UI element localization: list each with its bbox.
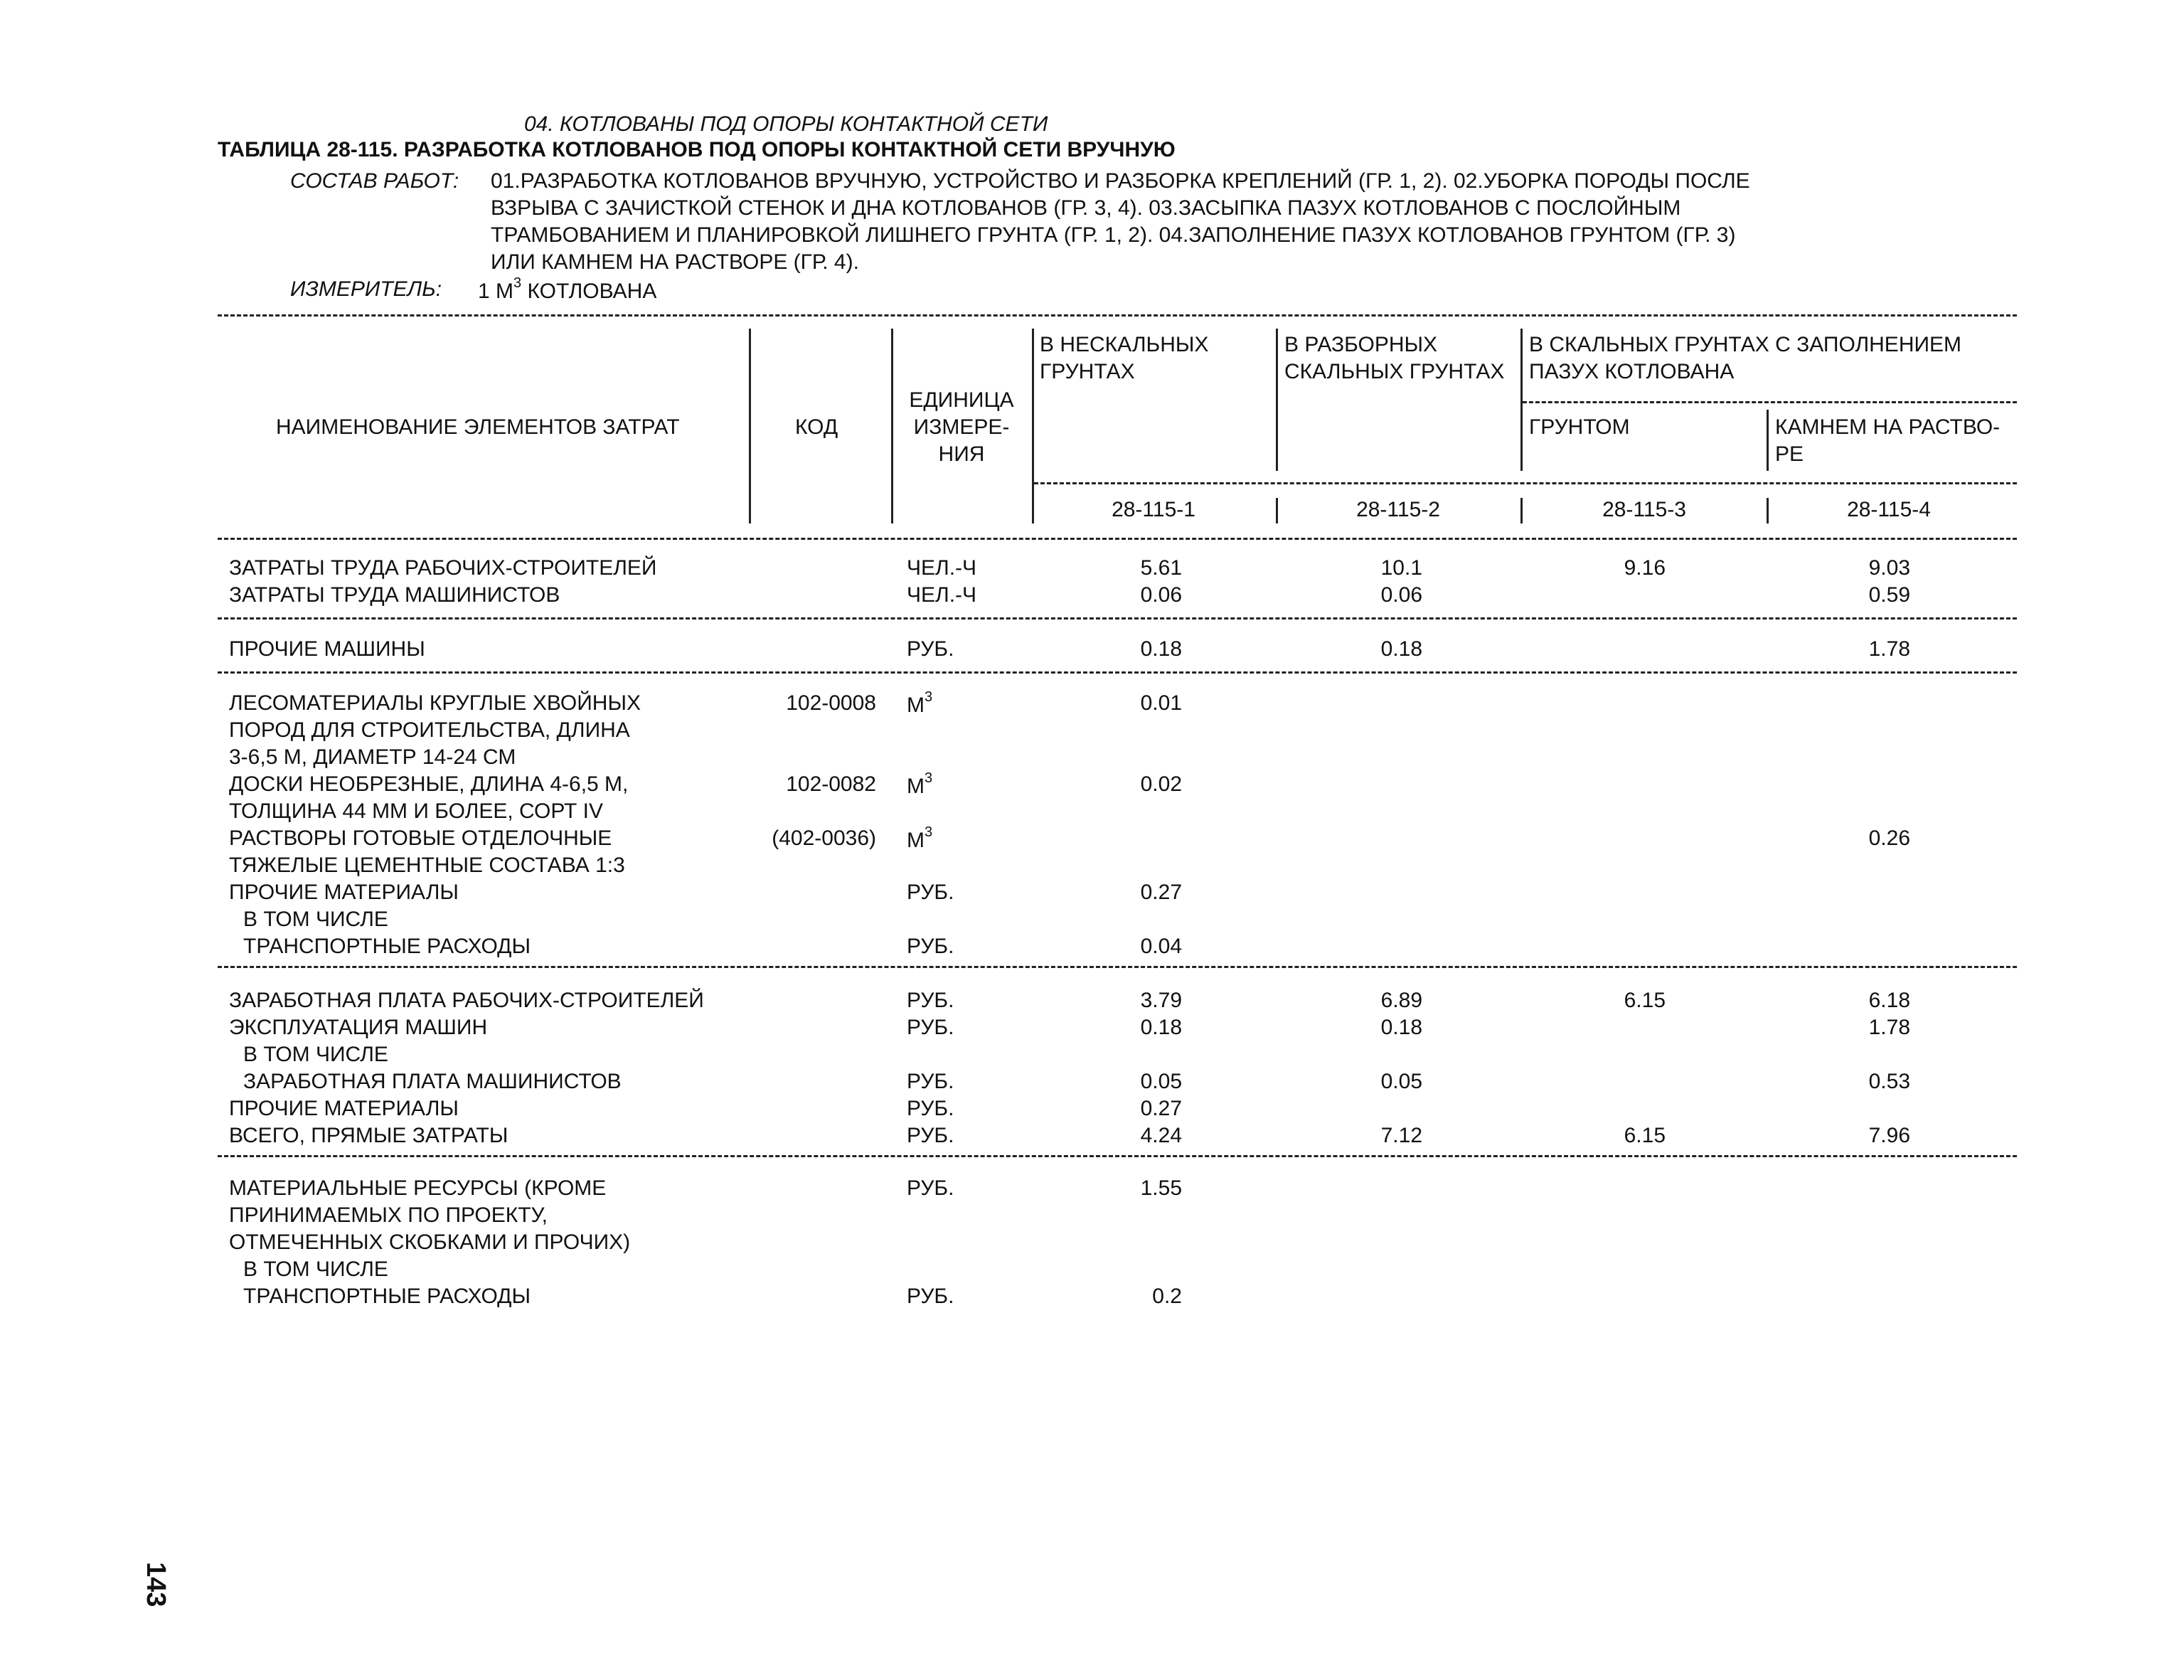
- code-divider-1: [1276, 498, 1278, 523]
- row-value-v1: 4.24: [1140, 1124, 1182, 1147]
- row-value-v1: 0.27: [1140, 1097, 1182, 1120]
- row-value-v4: 0.59: [1868, 583, 1910, 607]
- row-value-v1: 0.04: [1140, 935, 1182, 958]
- row-unit: [907, 1286, 954, 1307]
- code-28-115-4: 28-115-4: [1847, 498, 1931, 521]
- work-line-1: 01.РАЗРАБОТКА КОТЛОВАНОВ ВРУЧНУЮ, УСТРОЙСТВО И РАЗБОРКА КРЕПЛЕНИЙ (ГР. 1, 2). 02.УБОРКА ПОРОДЫ ПОСЛЕ: [491, 169, 1750, 193]
- row-name: ТРАНСПОРТНЫЕ РАСХОДЫ: [243, 1285, 531, 1308]
- row-value-v1: 3.79: [1140, 989, 1182, 1012]
- row-unit-text: РУБ.: [907, 1285, 954, 1308]
- row-unit-text: РУБ.: [907, 1124, 954, 1147]
- row-name: ЛЕСОМАТЕРИАЛЫ КРУГЛЫЕ ХВОЙНЫХ: [229, 691, 641, 715]
- row-name: МАТЕРИАЛЬНЫЕ РЕСУРСЫ (КРОМЕ: [229, 1176, 607, 1200]
- code-28-115-2: 28-115-2: [1356, 498, 1440, 521]
- row-name: ДОСКИ НЕОБРЕЗНЫЕ, ДЛИНА 4-6,5 М,: [229, 772, 629, 796]
- measure-label: ИЗМЕРИТЕЛЬ:: [290, 277, 442, 301]
- row-unit-text: М: [907, 775, 925, 798]
- row-name: ПРОЧИЕ МАТЕРИАЛЫ: [229, 1097, 459, 1120]
- row-name: ТОЛЩИНА 44 ММ И БОЛЕЕ, СОРТ IV: [229, 799, 604, 823]
- rule-code-row: [1034, 482, 2017, 484]
- row-name: ТРАНСПОРТНЫЕ РАСХОДЫ: [243, 935, 531, 958]
- code-28-115-3: 28-115-3: [1602, 498, 1686, 521]
- col-divider-g3: [1767, 410, 1769, 471]
- row-name: ЗАТРАТЫ ТРУДА РАБОЧИХ-СТРОИТЕЛЕЙ: [229, 556, 657, 580]
- row-name: ЗАРАБОТНАЯ ПЛАТА МАШИНИСТОВ: [243, 1070, 622, 1093]
- row-unit-text: М: [907, 829, 925, 852]
- row-value-v4: 1.78: [1868, 1016, 1910, 1039]
- row-code: 102-0082: [786, 772, 876, 796]
- row-unit-text: РУБ.: [907, 1070, 954, 1093]
- page-number: 143: [141, 1562, 171, 1607]
- section-title: 04. КОТЛОВАНЫ ПОД ОПОРЫ КОНТАКТНОЙ СЕТИ: [524, 112, 1048, 136]
- col-header-unit-1: ЕДИНИЦА: [909, 388, 1014, 412]
- code-divider-2: [1520, 498, 1523, 523]
- rule-section-2: [218, 671, 2017, 674]
- col-header-g1-1: В НЕСКАЛЬНЫХ: [1040, 333, 1209, 356]
- row-unit-text: РУБ.: [907, 1176, 954, 1200]
- row-value-v1: 0.05: [1140, 1070, 1182, 1093]
- row-value-v3: 6.15: [1624, 1124, 1666, 1147]
- row-value-v4: 6.18: [1868, 989, 1910, 1012]
- row-unit-text: М: [907, 693, 925, 717]
- row-unit: [907, 1098, 954, 1120]
- rule-section-4: [218, 1155, 2017, 1157]
- row-code: (402-0036): [772, 826, 876, 850]
- col-header-unit-3: НИЯ: [938, 442, 985, 466]
- row-value-v3: 6.15: [1624, 989, 1666, 1012]
- work-line-3: ТРАМБОВАНИЕМ И ПЛАНИРОВКОЙ ЛИШНЕГО ГРУНТА (ГР. 1, 2). 04.ЗАПОЛНЕНИЕ ПАЗУХ КОТЛОВАНОВ ГРУНТОМ (ГР. 3): [491, 223, 1736, 247]
- row-unit-text: ЧЕЛ.-Ч: [907, 583, 977, 607]
- row-value-v4: 7.96: [1868, 1124, 1910, 1147]
- work-line-2: ВЗРЫВА С ЗАЧИСТКОЙ СТЕНОК И ДНА КОТЛОВАНОВ (ГР. 3, 4). 03.ЗАСЫПКА ПАЗУХ КОТЛОВАНОВ С ПОСЛОЙНЫМ: [491, 196, 1681, 220]
- row-name: ПРОЧИЕ МАТЕРИАЛЫ: [229, 881, 459, 904]
- row-unit-sup: 3: [925, 824, 933, 840]
- row-value-v2: 0.18: [1380, 1016, 1422, 1039]
- row-unit-text: РУБ.: [907, 881, 954, 904]
- row-unit: [907, 1178, 954, 1199]
- row-value-v4: 1.78: [1868, 637, 1910, 661]
- col-header-g34-2: ПАЗУХ КОТЛОВАНА: [1529, 360, 1735, 383]
- work-label: СОСТАВ РАБОТ:: [290, 169, 459, 193]
- col-divider-unit: [1032, 329, 1034, 523]
- row-value-v2: 0.18: [1380, 637, 1422, 661]
- col-header-g2-2: СКАЛЬНЫХ ГРУНТАХ: [1284, 360, 1505, 383]
- row-value-v1: 1.55: [1140, 1176, 1182, 1200]
- col-header-g3: ГРУНТОМ: [1529, 415, 1630, 439]
- col-header-g4-1: КАМНЕМ НА РАСТВО-: [1775, 415, 2001, 439]
- row-name: ЗАТРАТЫ ТРУДА МАШИНИСТОВ: [229, 583, 560, 607]
- row-name: В ТОМ ЧИСЛЕ: [243, 1258, 388, 1281]
- rule-group-sub: [1523, 401, 2017, 403]
- row-unit-sup: 3: [925, 770, 933, 786]
- row-unit: [907, 639, 954, 660]
- row-name: В ТОМ ЧИСЛЕ: [243, 1043, 388, 1066]
- row-unit: [907, 770, 933, 798]
- row-value-v1: 0.27: [1140, 881, 1182, 904]
- row-value-v4: 0.53: [1868, 1070, 1910, 1093]
- row-unit: [907, 824, 933, 852]
- row-value-v1: 0.2: [1152, 1285, 1182, 1308]
- row-name: ВСЕГО, ПРЯМЫЕ ЗАТРАТЫ: [229, 1124, 508, 1147]
- row-value-v1: 0.18: [1140, 637, 1182, 661]
- row-name: ПРОЧИЕ МАШИНЫ: [229, 637, 425, 661]
- row-value-v2: 10.1: [1380, 556, 1422, 580]
- row-unit-text: РУБ.: [907, 637, 954, 661]
- row-name: 3-6,5 М, ДИАМЕТР 14-24 СМ: [229, 745, 516, 769]
- rule-section-1: [218, 617, 2017, 620]
- row-unit: [907, 1125, 954, 1147]
- row-code: 102-0008: [786, 691, 876, 715]
- row-name: ПРИНИМАЕМЫХ ПО ПРОЕКТУ,: [229, 1203, 548, 1227]
- col-divider-g1: [1276, 329, 1278, 471]
- col-divider-g2: [1520, 329, 1523, 471]
- code-divider-3: [1767, 498, 1769, 523]
- row-value-v2: 0.06: [1380, 583, 1422, 607]
- row-unit-text: РУБ.: [907, 1016, 954, 1039]
- code-28-115-1: 28-115-1: [1112, 498, 1195, 521]
- col-header-g1-2: ГРУНТАХ: [1040, 360, 1135, 383]
- row-unit-text: РУБ.: [907, 989, 954, 1012]
- col-divider-code: [891, 329, 893, 523]
- measure-value: 1 $М^3$ КОТЛОВАНА: [478, 275, 657, 303]
- row-name: ЭКСПЛУАТАЦИЯ МАШИН: [229, 1016, 488, 1039]
- row-unit: [907, 585, 976, 606]
- row-unit: [907, 689, 933, 717]
- row-unit-sup: 3: [925, 689, 933, 705]
- row-value-v1: 0.18: [1140, 1016, 1182, 1039]
- row-unit: [907, 558, 976, 579]
- col-header-g2-1: В РАЗБОРНЫХ: [1284, 333, 1438, 356]
- row-unit-text: РУБ.: [907, 1097, 954, 1120]
- row-value-v1: 0.01: [1140, 691, 1182, 715]
- row-unit: [907, 1071, 954, 1092]
- row-unit: [907, 1017, 954, 1038]
- row-name: В ТОМ ЧИСЛЕ: [243, 908, 388, 931]
- col-header-code: КОД: [795, 415, 838, 439]
- row-unit: [907, 882, 954, 903]
- work-line-4: ИЛИ КАМНЕМ НА РАСТВОРЕ (ГР. 4).: [491, 250, 859, 274]
- row-name: ПОРОД ДЛЯ СТРОИТЕЛЬСТВА, ДЛИНА: [229, 718, 630, 742]
- row-value-v2: 6.89: [1380, 989, 1422, 1012]
- row-value-v2: 0.05: [1380, 1070, 1422, 1093]
- row-name: ОТМЕЧЕННЫХ СКОБКАМИ И ПРОЧИХ): [229, 1230, 631, 1254]
- row-name: ЗАРАБОТНАЯ ПЛАТА РАБОЧИХ-СТРОИТЕЛЕЙ: [229, 989, 704, 1012]
- col-header-name: НАИМЕНОВАНИЕ ЭЛЕМЕНТОВ ЗАТРАТ: [276, 415, 680, 439]
- col-header-g4-2: РЕ: [1775, 442, 1804, 466]
- row-value-v4: 9.03: [1868, 556, 1910, 580]
- row-unit: [907, 936, 954, 957]
- rule-header-bottom: [218, 538, 2017, 540]
- row-value-v2: 7.12: [1380, 1124, 1422, 1147]
- col-header-g34-1: В СКАЛЬНЫХ ГРУНТАХ С ЗАПОЛНЕНИЕМ: [1529, 333, 1962, 356]
- row-name: ТЯЖЕЛЫЕ ЦЕМЕНТНЫЕ СОСТАВА 1:3: [229, 854, 625, 877]
- col-divider-name: [749, 329, 751, 523]
- row-name: РАСТВОРЫ ГОТОВЫЕ ОТДЕЛОЧНЫЕ: [229, 826, 612, 850]
- rule-section-3: [218, 966, 2017, 968]
- table-title: ТАБЛИЦА 28-115. РАЗРАБОТКА КОТЛОВАНОВ ПОД ОПОРЫ КОНТАКТНОЙ СЕТИ ВРУЧНУЮ: [218, 138, 1176, 161]
- row-unit-text: РУБ.: [907, 935, 954, 958]
- col-header-unit-2: ИЗМЕРЕ-: [913, 415, 1010, 439]
- row-value-v1: 5.61: [1140, 556, 1182, 580]
- row-value-v3: 9.16: [1624, 556, 1666, 580]
- row-value-v1: 0.06: [1140, 583, 1182, 607]
- rule-top: [218, 314, 2017, 317]
- row-unit-text: ЧЕЛ.-Ч: [907, 556, 977, 580]
- row-value-v4: 0.26: [1868, 826, 1910, 850]
- row-value-v1: 0.02: [1140, 772, 1182, 796]
- row-unit: [907, 990, 954, 1011]
